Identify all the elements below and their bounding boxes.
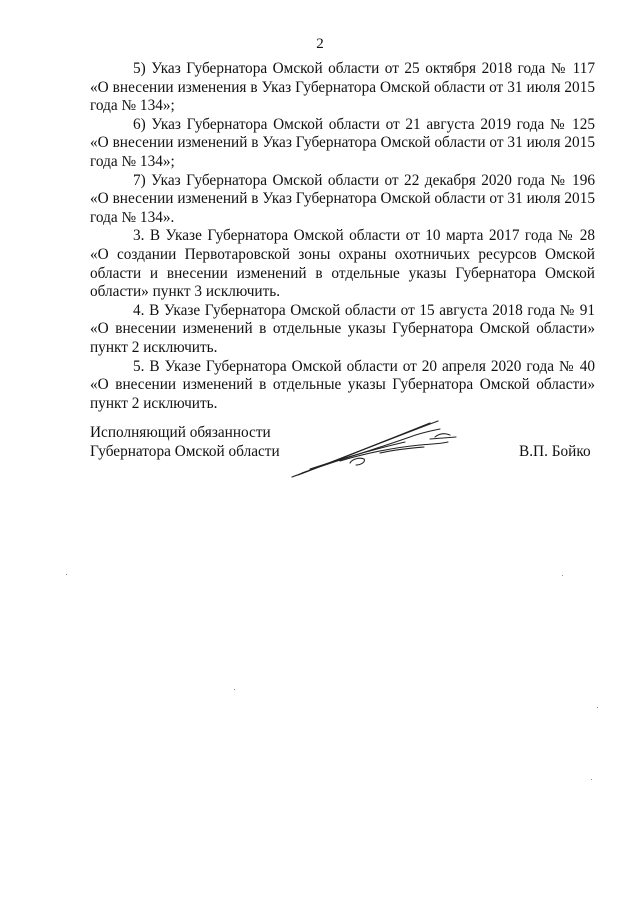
page-number: 2: [316, 36, 324, 52]
paragraph-item-6: 6) Указ Губернатора Омской области от 21 августа 2019 года № 125 «О внесении изменений в Указ Губернатора Омской области от 31 июля 2015 года № 134»;: [90, 115, 595, 170]
signatory-title-line1: Исполняющий обязанности: [90, 424, 271, 441]
paragraph-point-4: 4. В Указе Губернатора Омской области от 15 августа 2018 года № 91 «О внесении изменений в отдельные указы Губернатора Омской области» пункт 2 исключить.: [90, 301, 595, 356]
scan-speck: [562, 575, 563, 576]
paragraph-point-3: 3. В Указе Губернатора Омской области от 10 марта 2017 года № 28 «О создании Первотаровской зоны охраны охотничьих ресурсов Омской области и внесении изменений в отдельные указы Губернатора Омской области» пункт 3 исключить.: [90, 227, 595, 301]
scan-speck: [597, 707, 598, 708]
signatory-title: [90, 424, 280, 461]
paragraph-item-5: 5) Указ Губернатора Омской области от 25 октября 2018 года № 117 «О внесении изменения в Указ Губернатора Омской области от 31 июля 2015 года № 134»;: [90, 60, 595, 115]
scan-speck: [591, 779, 592, 780]
signatory-name: В.П. Бойко: [519, 443, 591, 460]
handwritten-signature: [280, 415, 470, 485]
paragraph-item-7: 7) Указ Губернатора Омской области от 22 декабря 2020 года № 196 «О внесении изменений в Указ Губернатора Омской области от 31 июля 2015 года № 134».: [90, 171, 595, 226]
scan-speck: [234, 689, 235, 690]
paragraph-point-5: 5. В Указе Губернатора Омской области от 20 апреля 2020 года № 40 «О внесении изменений в отдельные указы Губернатора Омской области» пункт 2 исключить.: [90, 357, 595, 412]
signatory-title-line2: Губернатора Омской области: [90, 442, 280, 460]
scan-speck: [66, 574, 67, 575]
document-body: [90, 60, 595, 413]
